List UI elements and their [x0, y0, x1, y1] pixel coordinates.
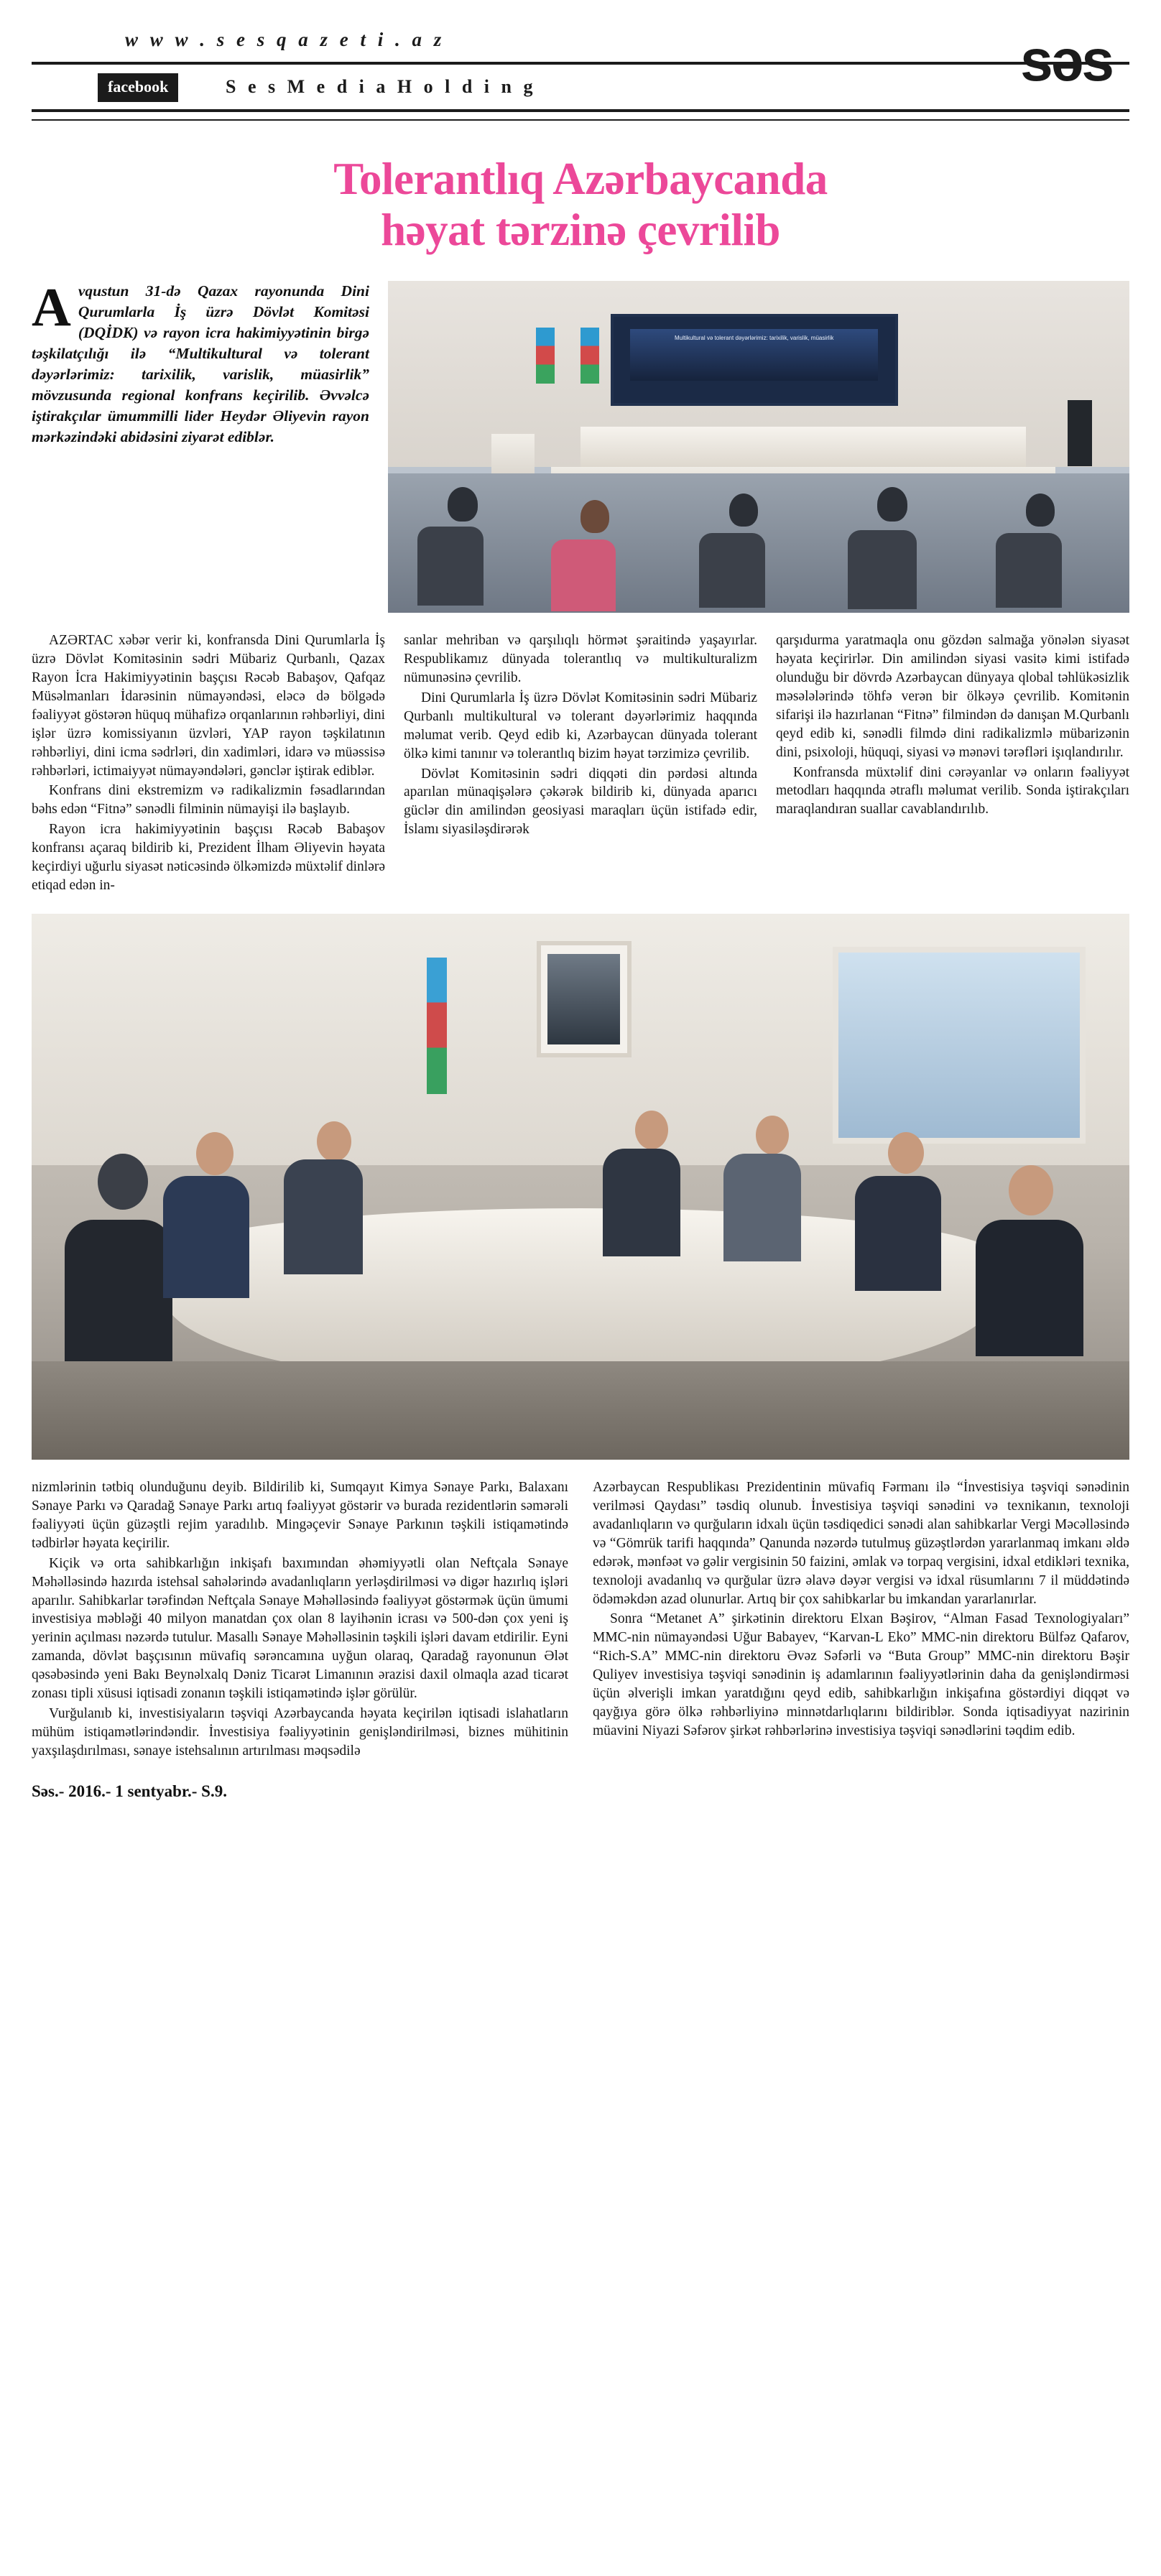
photo2-participant: [196, 1132, 233, 1175]
paragraph: Sonra “Metanet A” şirkətinin direktoru Elxan Bəşirov, “Alman Fasad Texnologiyaları” MMC-nin nümayəndəsi Uğur Babayev, “Karvan-L Eko” MMC-nin direktoru Bülfəz Qafarov, “Rich-S.A” MMC-nin direktoru Əvəz Səfərli və “Buta Group” MMC-nin direktoru Bəşir Quliyev investisiya təşviqi sənədinin iş adamlarının fəaliyyətlərinin daha da genişləndirməsi üçün əlverişli imkan yaratdığını qeyd edib, sahibkarlığın inkişafına göstərdiyi diqqət və qayğıya görə ölkə rəhbərliyinə minnətdarlıqlarını bildiriblər. Sonda iqtisadiyyat nazirinin müavini Niyazi Səfərov şirkət rəhbərlərinə investisiya təşviqi sənədlərini təqdim edib.: [593, 1611, 1129, 1738]
photo1-flag-right: [580, 328, 599, 384]
photo1-presidium-table: [580, 427, 1025, 470]
page-title: [43, 154, 1118, 255]
paragraph: sanlar mehriban və qarşılıqlı hörmət şəraitində yaşayırlar. Respublikamız dünyada tolerantlıq və multikulturalizm nümunəsinə çevrilib.: [404, 633, 757, 685]
photo2-window: [833, 947, 1086, 1144]
lead-block: [32, 277, 1129, 613]
paragraph: Dövlət Komitəsinin sədri diqqəti din pərdəsi altında aparılan münaqişələrə çəkərək bildirib ki, dünyada aparıcı güclər din amilindən geosiyasi maraqları üçün istifadə edir, İslamı siyasiləşdirərək: [404, 766, 757, 838]
site-url: w w w . s e s q a z e t i . a z: [125, 29, 445, 50]
photo2-participant-body: [855, 1176, 941, 1291]
photo2-flag: [427, 958, 447, 1094]
photo1-audience-head: [877, 487, 907, 522]
paragraph: Azərbaycan Respublikası Prezidentinin müvafiq Fərmanı ilə “İnvestisiya təşviqi sənədinin verilməsi Qaydası” təsdiq olunub. İnvestisiya təşviqi sənədini və texnikanın, texnoloji avadanlıqların və qurğuların idxalı üçün təsdiqedici sənədi alan sahibkarlar Vergi Məcəlləsində və “Gömrük tarifi haqqında” Qanunda nəzərdə tutulmuş güzəştlərdən yararlanmaq imkanı əldə edərək, mənfəət və gəlir vergisinin 50 faizini, əmlak və torpaq vergisini, idxal etdikləri texnika, texnoloji avadanlıq və qurğular üzrə əlavə dəyər vergisi və idxal rüsumlarını 7 il müddətində ödəməkdən azad olunurlar. Artıq bir çox sahibkarlar bu imkandan yararlanırlar.: [593, 1480, 1129, 1607]
photo1-audience-head: [1026, 494, 1055, 527]
lead-paragraph: [32, 277, 369, 613]
paragraph: nizmlərinin tətbiq olunduğunu deyib. Bildirilib ki, Sumqayıt Kimya Sənaye Parkı, Balaxanı Sənaye Parkı və Qaradağ Sənaye Parkı artıq fəaliyyət göstərir və burada rezidentlərin səmərəli fəaliyyəti üçün güzəştli rejim yaradılıb. Mingəçevir Sənaye Parkının təşkili istiqamətində tədbirlər həyata keçirilir.: [32, 1480, 568, 1551]
drop-cap: A: [32, 277, 71, 338]
paragraph: Konfransda müxtəlif dini cərəyanlar və onların fəaliyyət metodları haqqında ətraflı məlumat verilib. Sonda iştirakçıları maraqlandıran suallar cavablandırılıb.: [776, 764, 1129, 817]
photo1-flag-left: [536, 328, 555, 384]
photo2-participant-body: [976, 1220, 1083, 1356]
paragraph: Konfrans dini ekstremizm və radikalizmin fəsadlarından bəhs edən “Fitnə” sənədli filminin nümayişi ilə başlayıb.: [32, 783, 385, 817]
paragraph: qarşıdurma yaratmaqla onu gözdən salmağa yönələn siyasət həyata keçirirlər. Din amilindən siyasi vasitə kimi istifadə olunduğu bir dövrdə Azərbaycan dünyaya qlobal təhlükəsizlik məsələlərində töhfə verən bir ölkəyə çevrilib. Komitənin sifarişi ilə hazırlanan “Fitnə” filmindən də danışan M.Qurbanlı qeyd edib ki, sənədli filmdə dini radikalizmlə mübarizənin dini, psixoloji, hüquqi, siyasi və mənəvi tərəfləri işıqlandırılır.: [776, 633, 1129, 760]
photo1-audience-body: [996, 533, 1062, 608]
ses-logo: səs: [1020, 28, 1112, 93]
photo2-portrait-frame: [537, 941, 632, 1057]
photo1-loudspeaker: [1068, 400, 1092, 466]
photo1-audience-body: [417, 527, 484, 606]
facebook-badge[interactable]: facebook: [98, 73, 178, 102]
source-citation: Səs.- 2016.- 1 sentyabr.- S.9.: [32, 1782, 227, 1800]
photo2-participant-body: [603, 1149, 680, 1256]
article-column-1: [32, 631, 385, 895]
paragraph: AZƏRTAC xəbər verir ki, konfransda Dini Qurumlarla İş üzrə Dövlət Komitəsinin sədri Mübariz Qurbanlı, Qazax Rayon İcra Hakimiyyətinin başçısı Rəcəb Babaşov, Qafqaz Müsəlmanları İdarəsinin nümayəndəsi, eləcə də bölgədə fəaliyyət göstərən hüquq mühafizə orqanlarının rəhbərliyi, dini işlər üzrə komissiyanın üzvləri, YAP rayon təşkilatının rəhbərliyi, dini icma sədrləri, din xadimləri, idarə və müəssisə rəhbərləri, ictimaiyyət nümayəndələri, gənclər iştirak ediblər.: [32, 633, 385, 779]
photo2-participant-body: [65, 1220, 172, 1363]
paragraph: Rayon icra hakimiyyətinin başçısı Rəcəb Babaşov konfransı açaraq bildirib ki, Prezident İlham Əliyevin həyata keçirdiyi uğurlu siyasət nəticəsində ölkəmizdə müxtəlif dinlərə etiqad edən in-: [32, 822, 385, 894]
photo2-participant: [888, 1132, 924, 1174]
headline-line-2: həyat tərzinə çevrilib: [381, 204, 780, 255]
paragraph: Vurğulanıb ki, investisiyaların təşviqi Azərbaycanda həyata keçirilən iqtisadi islahatların mühüm istiqamətlərindəndir. İnvestisiya fəaliyyətinin genişləndirilməsi, biznes mühitinin yaxşılaşdırılması, sənaye istehsalının artırılması məqsədilə: [32, 1706, 568, 1759]
photo1-audience-body: [848, 530, 917, 609]
masthead-divider-mid: [32, 109, 1129, 112]
masthead-divider-top: [32, 62, 1129, 65]
masthead: [32, 24, 1129, 125]
photo1-audience-head: [580, 500, 609, 533]
paragraph: Kiçik və orta sahibkarlığın inkişafı baxımından əhəmiyyətli olan Neftçala Sənaye Məhəlləsində hazırda istehsal sahələrində avadanlıqların yerləşdirilməsi və digər hazırlıq işləri aparılır. Sahibkarlar tərəfindən Neftçala Sənaye Məhəlləsində fəaliyyət göstərmək üçün ümumi investisiya məbləği 40 milyon manatdan çox olan 8 layihənin icrası və 500-dən çox yeni iş yerinin açılması nəzərdə tutulur. Masallı Sənaye Məhəlləsinin təşkili işləri davam etdirilir. Eyni zamanda, dövlət başçısının müvafiq sərəncamına uyğun olaraq, Qaradağ rayonunun Ələt qəsəbəsində yeni Bakı Beynəlxalq Dəniz Ticarət Limanının ərazisi daxil olmaqla azad ticarət zonası tipli xüsusi iqtisadi zonanın təşkili istiqamətində işlər görülür.: [32, 1555, 568, 1702]
photo2-participant-body: [723, 1154, 801, 1261]
masthead-divider-bottom: [32, 119, 1129, 121]
photo2-participant: [98, 1154, 148, 1210]
article-body-columns: [32, 631, 1129, 895]
round-table-meeting-photo: [32, 914, 1129, 1460]
photo2-participant: [635, 1111, 668, 1149]
secondary-article-columns: [32, 1478, 1129, 1761]
photo2-participant-body: [163, 1176, 249, 1298]
newspaper-page: [0, 24, 1161, 2576]
photo1-projection-screen: [611, 314, 898, 406]
paragraph: Dini Qurumlarla İş üzrə Dövlət Komitəsinin sədri Mübariz Qurbanlı multikultural və tolerant dəyərlərimiz haqqında məlumat verib. Qeyd edib ki, Azərbaycan dünyada tolerant ölkə kimi tanınır və tolerantlıq bizim həyat tərzimizə çevrilib.: [404, 690, 757, 761]
headline-line-1: Tolerantlıq Azərbaycanda: [333, 154, 828, 204]
lead-text: vqustun 31-də Qazax rayonunda Dini Qurumlarla İş üzrə Dövlət Komitəsi (DQİDK) və rayon icra hakimiyyətinin birgə təşkilatçılığı ilə “Multikultural və tolerant dəyərlərimiz: tarixilik, varislik, müasirlik” mövzusunda regional konfrans keçirilib. Əvvəlcə iştirakçılar ümummilli lider Heydər Əliyevin rayon mərkəzindəki abidəsini ziyarət ediblər.: [32, 282, 369, 446]
conference-hall-photo: [388, 281, 1129, 613]
article-column-3: [776, 631, 1129, 895]
photo1-screen-text: Multikultural və tolerant dəyərlərimiz: tarixilik, varislik, müasirlik: [674, 335, 834, 342]
photo2-participant: [317, 1121, 351, 1162]
photo2-participant: [1009, 1165, 1053, 1215]
photo1-audience-body: [551, 539, 616, 611]
photo1-audience-body: [699, 533, 765, 608]
photo1-audience-head: [729, 494, 758, 527]
photo2-floor: [32, 1361, 1129, 1460]
secondary-column-1: [32, 1478, 568, 1761]
article-column-2: [404, 631, 757, 895]
media-holding-name: S e s M e d i a H o l d i n g: [226, 76, 537, 97]
photo2-participant-body: [284, 1159, 363, 1274]
photo2-portrait-image: [547, 954, 620, 1044]
secondary-column-2: [593, 1478, 1129, 1761]
photo1-audience-head: [448, 487, 478, 522]
